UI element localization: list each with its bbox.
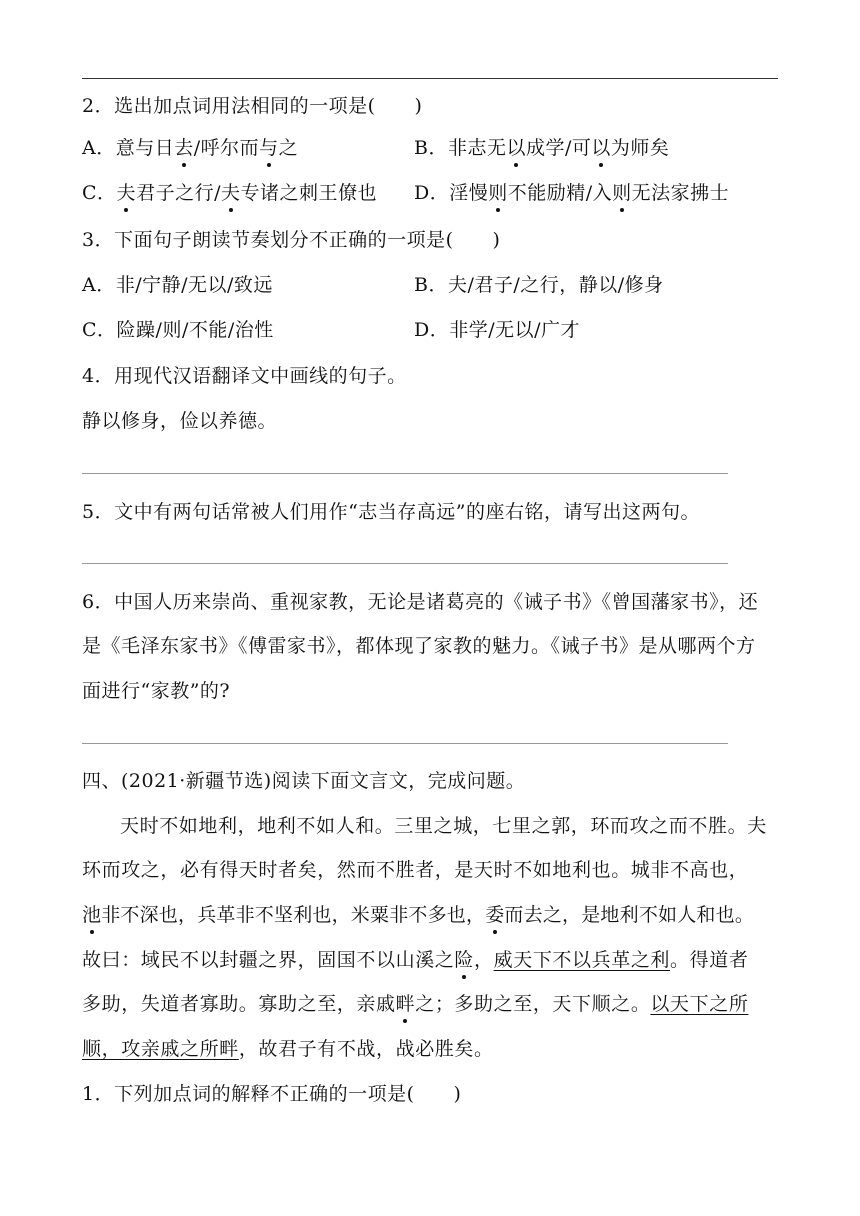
q4-stem: 4．用现代汉语翻译文中画线的句子。 bbox=[82, 365, 407, 387]
emphasis-dot-char: 夫 bbox=[220, 182, 241, 204]
top-divider bbox=[82, 78, 778, 79]
underlined-sentence: 以天下之所 bbox=[650, 993, 749, 1015]
answer-line-q4 bbox=[82, 473, 728, 474]
q2-stem: 2．选出加点词用法相同的一项是( ) bbox=[82, 95, 423, 117]
passage-line-3: 池非不深也，兵革非不坚利也，米粟非不多也，委而去之，是地利不如人和也。 bbox=[82, 904, 755, 926]
passage-line-2: 环而攻之，必有得天时者矣，然而不胜者，是天时不如地利也。城非不高也， bbox=[82, 859, 749, 881]
passage-line-1: 天时不如地利，地利不如人和。三里之城，七里之郭，环而攻之而不胜。夫 bbox=[120, 815, 767, 837]
emphasis-dot-char: 畔 bbox=[395, 993, 416, 1015]
emphasis-dot-char: 夫 bbox=[116, 182, 137, 204]
passage-line-5: 多助，失道者寡助。寡助之至，亲戚畔之；多助之至，天下顺之。以天下之所 bbox=[82, 993, 749, 1015]
emphasis-dot-char: 委 bbox=[485, 904, 505, 926]
q3-option-d: D．非学/无以/广才 bbox=[414, 319, 581, 341]
q6-line-1: 6．中国人历来崇尚、重视家教，无论是诸葛亮的《诫子书》《曾国藩家书》，还 bbox=[82, 591, 759, 613]
emphasis-dot-char: 以 bbox=[591, 137, 611, 159]
q2-option-c: C．夫君子之行/夫专诸之刺王僚也 bbox=[82, 182, 377, 204]
emphasis-dot-char: 以 bbox=[506, 137, 526, 159]
q2-option-a: A．意与日去/呼尔而与之 bbox=[82, 137, 299, 159]
q6-line-3: 面进行“家教”的? bbox=[82, 680, 231, 702]
answer-line-q6 bbox=[82, 743, 728, 744]
q4-sentence: 静以修身，俭以养德。 bbox=[82, 410, 278, 432]
emphasis-dot-char: 则 bbox=[488, 182, 508, 204]
emphasis-dot-char: 险 bbox=[454, 949, 475, 971]
q5-stem: 5．文中有两句话常被人们用作“志当存高远”的座右铭，请写出这两句。 bbox=[82, 501, 701, 523]
q2-option-d: D．淫慢则不能励精/入则无法家拂士 bbox=[414, 182, 730, 204]
emphasis-dot-char: 则 bbox=[612, 182, 632, 204]
q3-option-c: C．险躁/则/不能/治性 bbox=[82, 319, 274, 341]
answer-line-q5 bbox=[82, 563, 728, 564]
q6-line-2: 是《毛泽东家书》《傅雷家书》，都体现了家教的魅力。《诫子书》是从哪两个方 bbox=[82, 635, 756, 657]
q3-option-a: A．非/宁静/无以/致远 bbox=[82, 274, 273, 296]
q2-option-b: B．非志无以成学/可以为师矣 bbox=[414, 137, 670, 159]
underlined-sentence: 顺，攻亲戚之所畔 bbox=[82, 1038, 239, 1060]
section4-heading: 四、(2021·新疆节选)阅读下面文言文，完成问题。 bbox=[82, 770, 526, 792]
q3-stem: 3．下面句子朗读节奏划分不正确的一项是( ) bbox=[82, 229, 501, 251]
passage-line-6: 顺，攻亲戚之所畔，故君子有不战，战必胜矣。 bbox=[82, 1038, 494, 1060]
passage-line-4: 故曰：域民不以封疆之界，固国不以山溪之险，威天下不以兵革之利。得道者 bbox=[82, 949, 749, 971]
section4-q1-stem: 1．下列加点词的解释不正确的一项是( ) bbox=[82, 1083, 462, 1105]
emphasis-dot-char: 池 bbox=[82, 904, 102, 926]
q3-option-b: B．夫/君子/之行，静以/修身 bbox=[414, 274, 664, 296]
emphasis-dot-char: 与 bbox=[259, 137, 279, 159]
emphasis-dot-char: 去 bbox=[174, 137, 194, 159]
underlined-sentence: 威天下不以兵革之利 bbox=[493, 949, 671, 971]
